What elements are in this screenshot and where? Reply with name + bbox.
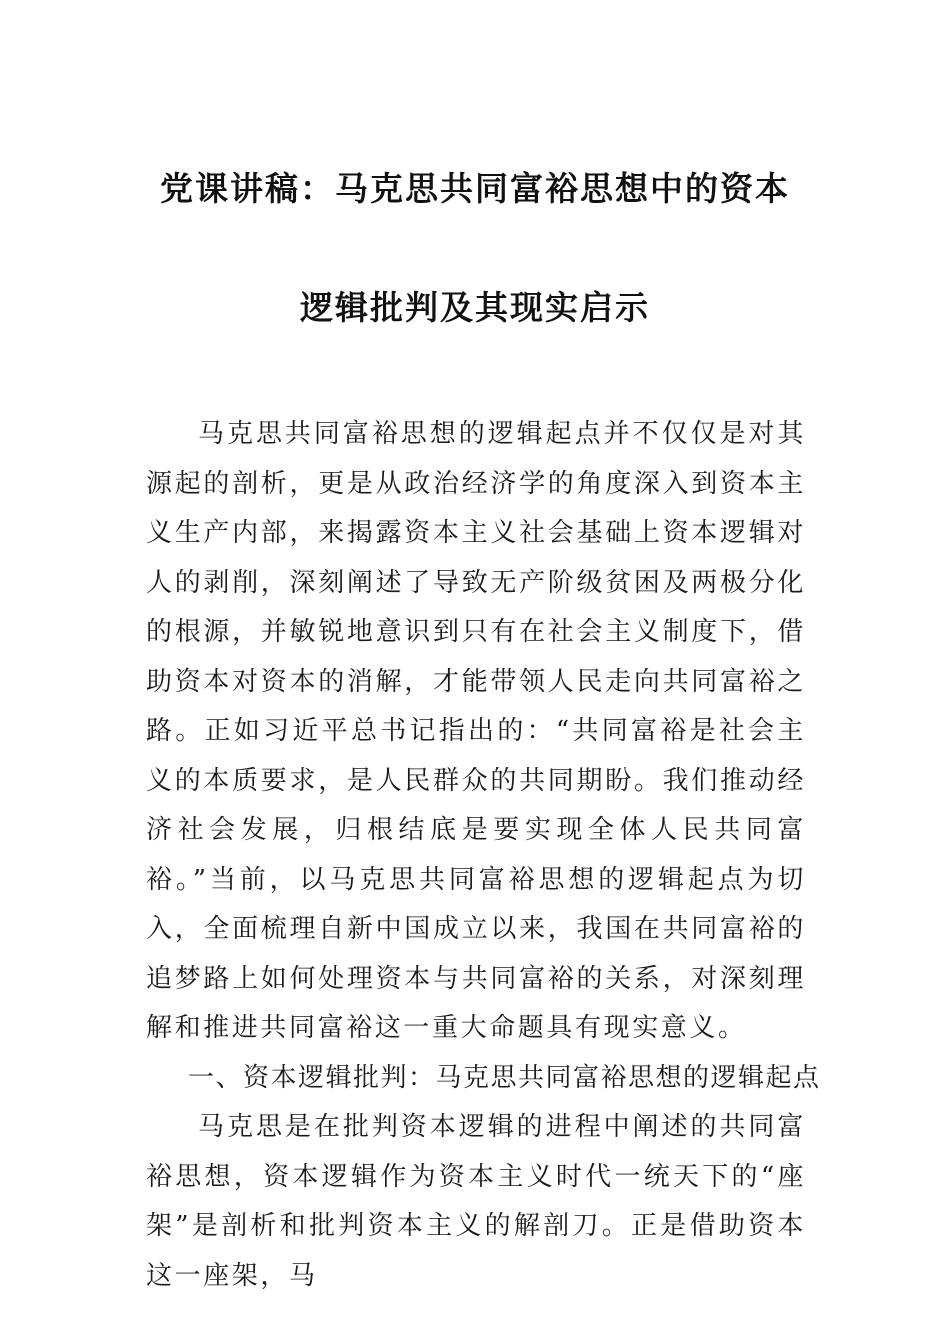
paragraph-intro: 马克思共同富裕思想的逻辑起点并不仅仅是对其源起的剖析，更是从政治经济学的角度深入到资本主义生产内部，来揭露资本主义社会基础上资本逻辑对人的剥削，深刻阐述了导致无产阶级贫困及两极分化的根源，并敏锐地意识到只有在社会主义制度下，借助资本对资本的消解，才能带领人民走向共同富裕之路。正如习近平总书记指出的：“共同富裕是社会主义的本质要求，是人民群众的共同期盼。我们推动经济社会发展，归根结底是要实现全体人民共同富裕。”当前，以马克思共同富裕思想的逻辑起点为切入，全面梳理自新中国成立以来，我国在共同富裕的追梦路上如何处理资本与共同富裕的关系，对深刻理解和推进共同富裕这一重大命题具有现实意义。: [146, 419, 806, 1043]
document-title-line-1: 党课讲稿：马克思共同富裕思想中的资本: [160, 169, 790, 208]
paragraph-section-1: 马克思是在批判资本逻辑的进程中阐述的共同富裕思想，资本逻辑作为资本主义时代一统天下的“座架”是剖析和批判资本主义的解剖刀。正是借助资本这一座架，马: [146, 1112, 806, 1291]
section-heading: 一、资本逻辑批判：马克思共同富裕思想的逻辑起点: [188, 1062, 821, 1093]
document-body: [146, 410, 821, 1301]
document-title-line-2: 逻辑批判及其现实启示: [300, 288, 650, 327]
